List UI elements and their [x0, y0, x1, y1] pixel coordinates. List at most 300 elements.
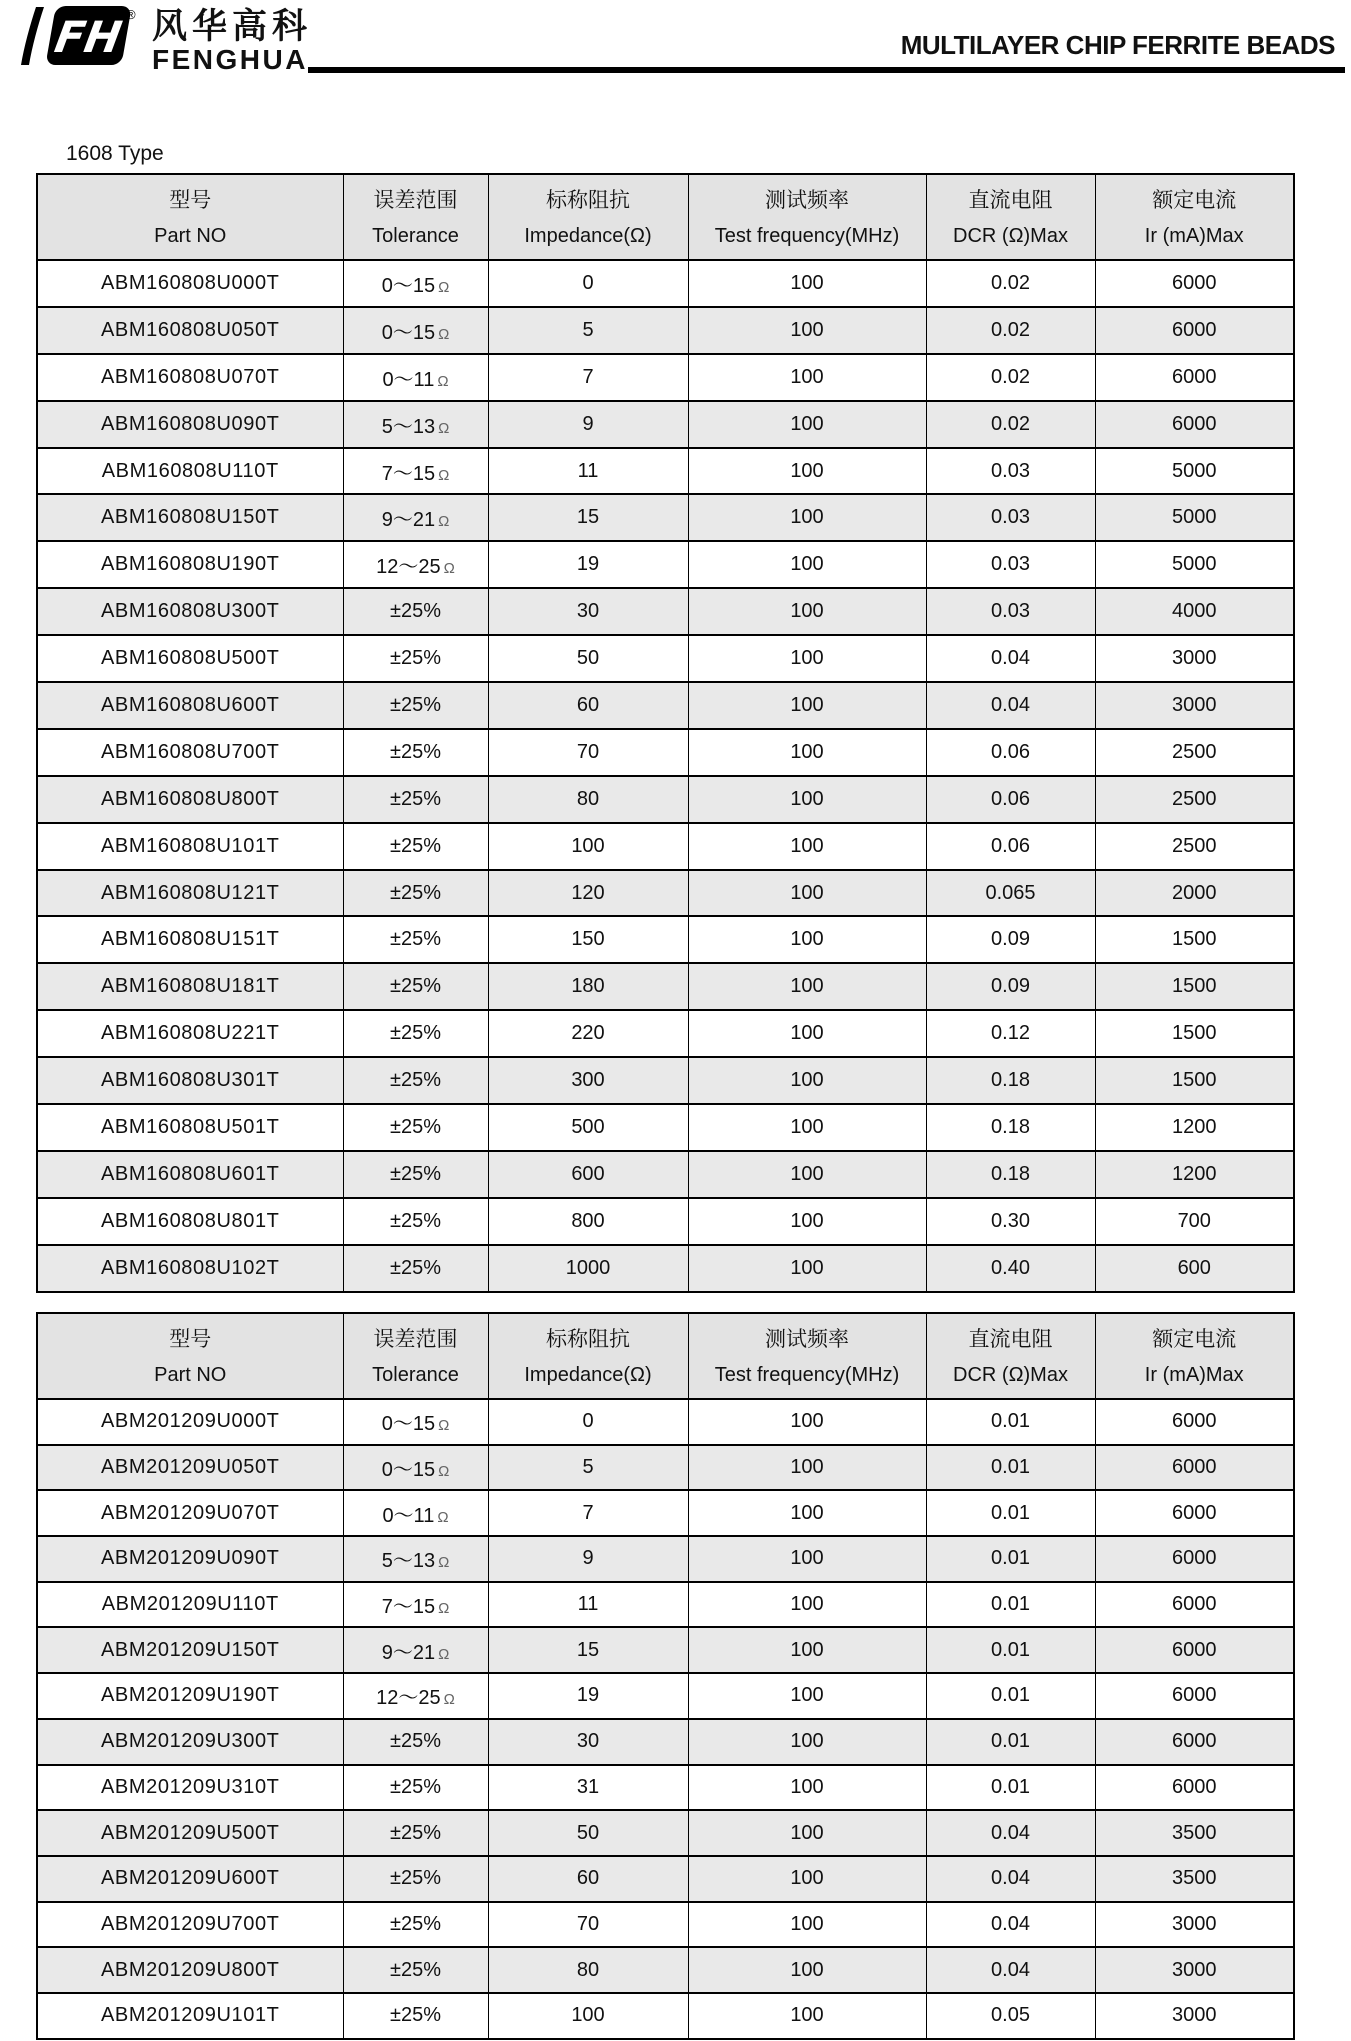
tolerance-cell	[343, 588, 488, 635]
col-header-impedance	[488, 1313, 688, 1399]
rated-current-value: 2500	[1172, 787, 1217, 810]
tolerance-cell	[343, 916, 488, 963]
rated-current-value: 6000	[1172, 1684, 1217, 1707]
col-header-part-no-en: Part NO	[154, 225, 227, 247]
test-frequency-cell	[688, 1947, 926, 1993]
table-row	[37, 448, 1294, 495]
table-row	[37, 1057, 1294, 1104]
rated-current-cell	[1095, 1719, 1294, 1765]
rated-current-cell	[1095, 1947, 1294, 1993]
tolerance-cell	[343, 307, 488, 354]
test-frequency-value: 100	[790, 1775, 824, 1798]
tolerance-cell	[343, 1627, 488, 1673]
col-header-rated-current-cn: 额定电流	[1152, 1328, 1237, 1351]
col-header-impedance-cn: 标称阻抗	[546, 1328, 630, 1351]
table-row	[37, 260, 1294, 307]
impedance-cell	[488, 1673, 688, 1719]
ohm-suffix: Ω	[438, 1645, 450, 1663]
rated-current-cell	[1095, 776, 1294, 823]
tolerance-value: ±25%	[389, 787, 441, 810]
dcr-value: 0.01	[991, 1547, 1030, 1570]
dcr-value: 0.04	[991, 1821, 1030, 1844]
tolerance-cell	[343, 1104, 488, 1151]
dcr-cell	[926, 1490, 1095, 1536]
impedance-value: 180	[571, 975, 605, 998]
rated-current-value: 2500	[1172, 740, 1217, 763]
rated-current-cell	[1095, 870, 1294, 917]
test-frequency-cell	[688, 823, 926, 870]
col-header-tolerance	[343, 174, 488, 260]
rated-current-cell	[1095, 260, 1294, 307]
tolerance-cell	[343, 260, 488, 307]
part-no-value: ABM160808U801T	[100, 1209, 280, 1232]
col-header-rated-current	[1095, 1313, 1294, 1399]
impedance-value: 0	[582, 1410, 594, 1433]
impedance-cell	[488, 448, 688, 495]
impedance-value: 7	[582, 365, 594, 388]
dcr-value: 0.09	[991, 975, 1030, 998]
dcr-value: 0.18	[991, 1115, 1030, 1138]
part-no-value: ABM201209U090T	[100, 1547, 280, 1570]
impedance-cell	[488, 1245, 688, 1292]
test-frequency-value: 100	[790, 881, 824, 904]
test-frequency-value: 100	[790, 459, 824, 482]
table-row	[37, 916, 1294, 963]
fenghua-logo-icon	[16, 5, 136, 67]
test-frequency-cell	[688, 1719, 926, 1765]
impedance-cell	[488, 1057, 688, 1104]
col-header-part-no-en: Part NO	[154, 1364, 227, 1386]
dcr-cell	[926, 1010, 1095, 1057]
part-no-cell	[37, 1010, 343, 1057]
part-no-cell	[37, 1198, 343, 1245]
test-frequency-cell	[688, 1445, 926, 1491]
table-row	[37, 1810, 1294, 1856]
rated-current-cell	[1095, 1104, 1294, 1151]
table-row	[37, 1104, 1294, 1151]
header-divider	[308, 67, 1345, 73]
part-no-cell	[37, 448, 343, 495]
part-no-value: ABM201209U150T	[100, 1638, 280, 1661]
tolerance-cell	[343, 1536, 488, 1582]
part-no-value: ABM160808U102T	[100, 1256, 280, 1279]
part-no-cell	[37, 1399, 343, 1445]
impedance-cell	[488, 916, 688, 963]
rated-current-cell	[1095, 1399, 1294, 1445]
tolerance-cell	[343, 1245, 488, 1292]
part-no-value: ABM201209U070T	[100, 1501, 280, 1524]
tolerance-value: 5～13	[381, 415, 436, 438]
test-frequency-value: 100	[790, 1684, 824, 1707]
table-row	[37, 1198, 1294, 1245]
col-header-dcr	[926, 174, 1095, 260]
impedance-cell	[488, 1993, 688, 2039]
test-frequency-cell	[688, 1198, 926, 1245]
test-frequency-cell	[688, 870, 926, 917]
part-no-cell	[37, 635, 343, 682]
dcr-value: 0.03	[991, 506, 1030, 529]
col-header-impedance	[488, 174, 688, 260]
dcr-cell	[926, 1245, 1095, 1292]
test-frequency-value: 100	[790, 928, 824, 951]
test-frequency-cell	[688, 1490, 926, 1536]
tolerance-value: 7～15	[381, 462, 436, 485]
impedance-value: 15	[576, 506, 600, 529]
dcr-cell	[926, 916, 1095, 963]
page-title: MULTILAYER CHIP FERRITE BEADS	[900, 30, 1335, 60]
impedance-cell	[488, 588, 688, 635]
part-no-cell	[37, 354, 343, 401]
tolerance-value: 0～15	[381, 1413, 436, 1436]
part-no-value: ABM160808U501T	[100, 1115, 280, 1138]
impedance-cell	[488, 776, 688, 823]
table-row	[37, 588, 1294, 635]
table-row	[37, 682, 1294, 729]
impedance-cell	[488, 1719, 688, 1765]
test-frequency-value: 100	[790, 1256, 824, 1279]
impedance-value: 30	[576, 1730, 600, 1753]
part-no-cell	[37, 1582, 343, 1628]
part-no-value: ABM201209U800T	[100, 1958, 280, 1981]
part-no-value: ABM160808U300T	[100, 600, 280, 623]
part-no-value: ABM160808U700T	[100, 740, 280, 763]
registered-mark: ®	[126, 7, 136, 22]
dcr-cell	[926, 1993, 1095, 2039]
dcr-cell	[926, 1765, 1095, 1811]
impedance-value: 9	[582, 1547, 594, 1570]
impedance-value: 80	[576, 787, 600, 810]
part-no-cell	[37, 729, 343, 776]
test-frequency-value: 100	[790, 975, 824, 998]
col-header-test-frequency	[688, 1313, 926, 1399]
tolerance-value: ±25%	[389, 1730, 441, 1753]
part-no-value: ABM201209U700T	[100, 1912, 280, 1935]
part-no-cell	[37, 1151, 343, 1198]
tolerance-cell	[343, 1198, 488, 1245]
rated-current-value: 6000	[1172, 412, 1217, 435]
part-no-cell	[37, 1856, 343, 1902]
impedance-cell	[488, 1490, 688, 1536]
dcr-cell	[926, 1810, 1095, 1856]
impedance-value: 800	[571, 1209, 605, 1232]
tolerance-value: ±25%	[389, 834, 441, 857]
rated-current-value: 700	[1177, 1209, 1211, 1232]
test-frequency-cell	[688, 1245, 926, 1292]
dcr-cell	[926, 635, 1095, 682]
part-no-cell	[37, 1947, 343, 1993]
test-frequency-value: 100	[790, 1456, 824, 1479]
impedance-cell	[488, 729, 688, 776]
tolerance-cell	[343, 1673, 488, 1719]
tolerance-value: 12～25	[376, 556, 441, 579]
svg-text:FH: FH	[51, 13, 126, 63]
dcr-cell	[926, 1947, 1095, 1993]
impedance-cell	[488, 260, 688, 307]
dcr-value: 0.02	[991, 318, 1030, 341]
col-header-test-frequency-en: Test frequency(MHz)	[714, 225, 900, 247]
dcr-value: 0.30	[991, 1209, 1030, 1232]
rated-current-value: 3000	[1172, 1912, 1217, 1935]
rated-current-cell	[1095, 1490, 1294, 1536]
tolerance-cell	[343, 1399, 488, 1445]
table-row	[37, 776, 1294, 823]
part-no-cell	[37, 916, 343, 963]
part-no-cell	[37, 588, 343, 635]
impedance-value: 31	[576, 1775, 600, 1798]
impedance-value: 60	[576, 693, 600, 716]
header-row	[37, 174, 1294, 260]
tolerance-value: 0～15	[381, 321, 436, 344]
dcr-value: 0.02	[991, 365, 1030, 388]
test-frequency-cell	[688, 1582, 926, 1628]
part-no-value: ABM160808U190T	[100, 553, 280, 576]
test-frequency-value: 100	[790, 318, 824, 341]
dcr-value: 0.06	[991, 740, 1030, 763]
impedance-value: 70	[576, 1912, 600, 1935]
rated-current-cell	[1095, 588, 1294, 635]
part-no-cell	[37, 1627, 343, 1673]
impedance-cell	[488, 1151, 688, 1198]
tolerance-value: ±25%	[389, 928, 441, 951]
part-no-cell	[37, 1810, 343, 1856]
col-header-part-no	[37, 1313, 343, 1399]
part-no-cell	[37, 1104, 343, 1151]
part-no-cell	[37, 1490, 343, 1536]
rated-current-cell	[1095, 1536, 1294, 1582]
section-label-1608: 1608 Type	[66, 142, 164, 165]
ohm-suffix: Ω	[438, 1463, 450, 1481]
col-header-impedance-en: Impedance(Ω)	[524, 225, 652, 247]
rated-current-value: 3000	[1172, 2004, 1217, 2027]
test-frequency-cell	[688, 494, 926, 541]
part-no-cell	[37, 1902, 343, 1948]
rated-current-cell	[1095, 1151, 1294, 1198]
rated-current-value: 600	[1177, 1256, 1211, 1279]
rated-current-cell	[1095, 401, 1294, 448]
dcr-value: 0.01	[991, 1775, 1030, 1798]
test-frequency-cell	[688, 729, 926, 776]
tolerance-value: ±25%	[389, 740, 441, 763]
header-row	[37, 1313, 1294, 1399]
impedance-cell	[488, 1399, 688, 1445]
test-frequency-value: 100	[790, 1547, 824, 1570]
test-frequency-value: 100	[790, 1821, 824, 1844]
tolerance-value: ±25%	[389, 2004, 441, 2027]
dcr-cell	[926, 1399, 1095, 1445]
test-frequency-cell	[688, 1993, 926, 2039]
dcr-value: 0.02	[991, 412, 1030, 435]
impedance-value: 100	[571, 834, 605, 857]
test-frequency-cell	[688, 307, 926, 354]
tolerance-value: ±25%	[389, 1821, 441, 1844]
table-row	[37, 354, 1294, 401]
tolerance-value: 0～15	[381, 274, 436, 297]
rated-current-value: 1200	[1172, 1115, 1217, 1138]
test-frequency-value: 100	[790, 271, 824, 294]
part-no-value: ABM160808U110T	[101, 459, 279, 482]
ohm-suffix: Ω	[437, 372, 449, 390]
dcr-cell	[926, 1057, 1095, 1104]
table-row	[37, 635, 1294, 682]
rated-current-cell	[1095, 729, 1294, 776]
rated-current-cell	[1095, 307, 1294, 354]
impedance-cell	[488, 401, 688, 448]
part-no-cell	[37, 823, 343, 870]
dcr-cell	[926, 1151, 1095, 1198]
tolerance-cell	[343, 1490, 488, 1536]
dcr-value: 0.12	[991, 1022, 1030, 1045]
tolerance-value: ±25%	[389, 1867, 441, 1890]
test-frequency-value: 100	[790, 2004, 824, 2027]
ohm-suffix: Ω	[438, 1554, 450, 1572]
table-row	[37, 1765, 1294, 1811]
impedance-cell	[488, 870, 688, 917]
test-frequency-cell	[688, 1627, 926, 1673]
rated-current-cell	[1095, 1445, 1294, 1491]
impedance-cell	[488, 1947, 688, 1993]
impedance-value: 1000	[565, 1256, 611, 1279]
dcr-cell	[926, 1582, 1095, 1628]
rated-current-cell	[1095, 541, 1294, 588]
tolerance-cell	[343, 1993, 488, 2039]
rated-current-value: 5000	[1172, 553, 1217, 576]
part-no-value: ABM160808U070T	[100, 365, 280, 388]
rated-current-value: 1500	[1172, 928, 1217, 951]
rated-current-cell	[1095, 1582, 1294, 1628]
table-row	[37, 1490, 1294, 1536]
rated-current-value: 3000	[1172, 1958, 1217, 1981]
impedance-cell	[488, 1902, 688, 1948]
ohm-suffix: Ω	[438, 1417, 450, 1435]
test-frequency-cell	[688, 1399, 926, 1445]
rated-current-cell	[1095, 1765, 1294, 1811]
part-no-cell	[37, 1765, 343, 1811]
dcr-cell	[926, 870, 1095, 917]
tolerance-value: 9～21	[381, 509, 436, 532]
rated-current-value: 6000	[1172, 1501, 1217, 1524]
tolerance-cell	[343, 541, 488, 588]
col-header-dcr-en: DCR (Ω)Max	[953, 225, 1068, 247]
table-row	[37, 1856, 1294, 1902]
impedance-value: 19	[576, 553, 600, 576]
rated-current-value: 6000	[1172, 365, 1217, 388]
dcr-value: 0.02	[991, 271, 1030, 294]
test-frequency-cell	[688, 1810, 926, 1856]
test-frequency-cell	[688, 635, 926, 682]
tolerance-value: ±25%	[389, 1069, 441, 1092]
dcr-value: 0.03	[991, 600, 1030, 623]
rated-current-value: 5000	[1172, 506, 1217, 529]
impedance-cell	[488, 1856, 688, 1902]
test-frequency-value: 100	[790, 647, 824, 670]
spec-table-1608	[36, 173, 1295, 1293]
dcr-value: 0.065	[985, 881, 1036, 904]
part-no-value: ABM160808U221T	[100, 1022, 280, 1045]
col-header-test-frequency	[688, 174, 926, 260]
part-no-value: ABM201209U050T	[100, 1456, 280, 1479]
dcr-value: 0.18	[991, 1069, 1030, 1092]
test-frequency-cell	[688, 1765, 926, 1811]
tolerance-value: ±25%	[389, 1256, 441, 1279]
rated-current-value: 6000	[1172, 1410, 1217, 1433]
test-frequency-cell	[688, 448, 926, 495]
ohm-suffix: Ω	[443, 1691, 455, 1709]
impedance-cell	[488, 1627, 688, 1673]
dcr-value: 0.40	[991, 1256, 1030, 1279]
rated-current-value: 6000	[1172, 271, 1217, 294]
rated-current-cell	[1095, 916, 1294, 963]
part-no-value: ABM160808U800T	[100, 787, 280, 810]
impedance-value: 5	[582, 1456, 594, 1479]
impedance-value: 500	[571, 1115, 605, 1138]
dcr-cell	[926, 588, 1095, 635]
dcr-value: 0.05	[991, 2004, 1030, 2027]
test-frequency-cell	[688, 682, 926, 729]
table-row	[37, 1536, 1294, 1582]
tolerance-value: ±25%	[389, 1115, 441, 1138]
part-no-cell	[37, 1719, 343, 1765]
table-row	[37, 1719, 1294, 1765]
rated-current-cell	[1095, 1856, 1294, 1902]
impedance-cell	[488, 1582, 688, 1628]
table-row	[37, 1673, 1294, 1719]
test-frequency-value: 100	[790, 1501, 824, 1524]
test-frequency-cell	[688, 354, 926, 401]
part-no-cell	[37, 541, 343, 588]
table-row	[37, 1627, 1294, 1673]
tolerance-value: ±25%	[389, 881, 441, 904]
table-row	[37, 1947, 1294, 1993]
impedance-cell	[488, 1198, 688, 1245]
col-header-impedance-cn: 标称阻抗	[546, 189, 630, 212]
col-header-test-frequency-en: Test frequency(MHz)	[714, 1364, 900, 1386]
test-frequency-value: 100	[790, 1593, 824, 1616]
tolerance-value: ±25%	[389, 693, 441, 716]
tolerance-value: ±25%	[389, 1775, 441, 1798]
tolerance-value: 12～25	[376, 1687, 441, 1710]
rated-current-value: 3500	[1172, 1821, 1217, 1844]
dcr-cell	[926, 1536, 1095, 1582]
tolerance-value: ±25%	[389, 975, 441, 998]
dcr-cell	[926, 307, 1095, 354]
impedance-cell	[488, 307, 688, 354]
part-no-value: ABM160808U600T	[100, 693, 280, 716]
part-no-value: ABM160808U050T	[100, 318, 280, 341]
part-no-value: ABM160808U090T	[100, 412, 280, 435]
test-frequency-value: 100	[790, 600, 824, 623]
test-frequency-value: 100	[790, 1162, 824, 1185]
part-no-value: ABM160808U101T	[100, 834, 280, 857]
impedance-cell	[488, 1445, 688, 1491]
tolerance-cell	[343, 776, 488, 823]
dcr-value: 0.01	[991, 1684, 1030, 1707]
col-header-tolerance-cn: 误差范围	[373, 1328, 458, 1351]
col-header-rated-current	[1095, 174, 1294, 260]
table-row	[37, 1902, 1294, 1948]
impedance-value: 220	[571, 1022, 605, 1045]
dcr-value: 0.01	[991, 1410, 1030, 1433]
rated-current-value: 6000	[1172, 1547, 1217, 1570]
part-no-cell	[37, 307, 343, 354]
rated-current-cell	[1095, 1810, 1294, 1856]
tolerance-value: 0～15	[381, 1459, 436, 1482]
part-no-cell	[37, 1445, 343, 1491]
part-no-value: ABM201209U300T	[100, 1730, 280, 1753]
tolerance-cell	[343, 635, 488, 682]
part-no-cell	[37, 401, 343, 448]
table-row	[37, 1151, 1294, 1198]
table-row	[37, 1582, 1294, 1628]
